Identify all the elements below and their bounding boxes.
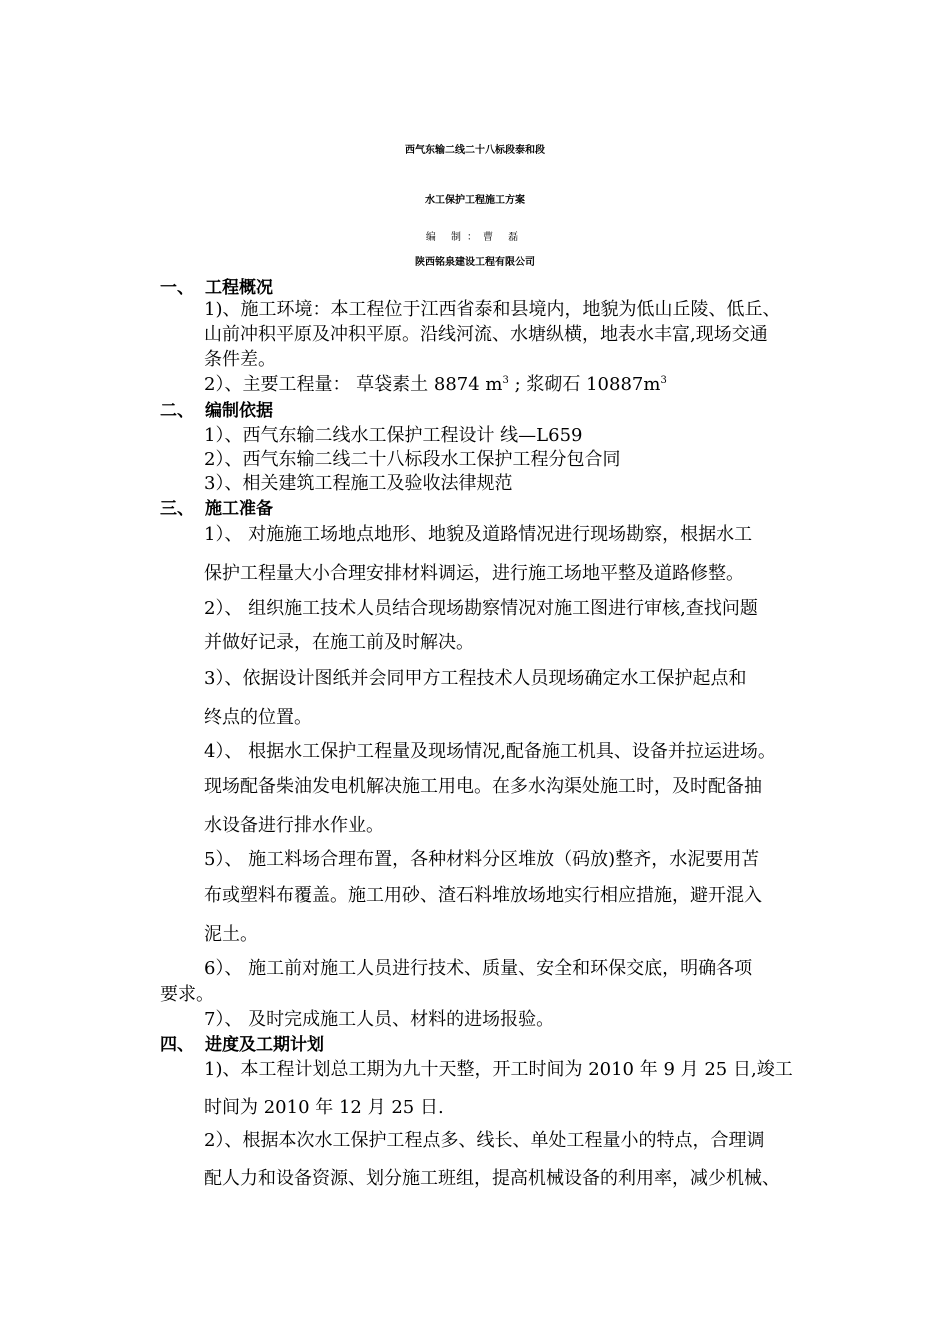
section-3-number: 三、 (160, 499, 194, 519)
document-title-line1: 西气东输二线二十八标段泰和段 (405, 145, 545, 156)
section-1-number: 一、 (160, 278, 194, 298)
section-2-line-3: 3）、相关建筑工程施工及验收法律规范 (204, 473, 513, 494)
section-3-line-8: 现场配备柴油发电机解决施工用电。在多水沟渠处施工时，及时配备抽 (204, 776, 762, 797)
section-2-line-1: 1）、西气东输二线水工保护工程设计 线—L659 (204, 425, 583, 446)
document-title-line2: 水工保护工程施工方案 (425, 195, 525, 206)
section-4-title: 进度及工期计划 (205, 1035, 324, 1055)
section-3-line-3: 2）、 组织施工技术人员结合现场勘察情况对施工图进行审核,查找问题 (204, 598, 758, 619)
quantity-unit-superscript-1: 3 (502, 375, 509, 386)
section-1-line-3: 条件差。 (204, 349, 276, 370)
section-1-line-2: 山前冲积平原及冲积平原。沿线河流、水塘纵横，地表水丰富,现场交通 (204, 324, 768, 345)
section-1-quantity-line (204, 373, 667, 397)
section-4-line-2: 时间为 2010 年 12 月 25 日. (204, 1097, 444, 1118)
section-3-line-5: 3）、依据设计图纸并会同甲方工程技术人员现场确定水工保护起点和 (204, 668, 747, 689)
section-2-number: 二、 (160, 401, 194, 421)
quantity-unit-superscript-2: 3 (660, 375, 667, 386)
section-1-title: 工程概况 (205, 278, 273, 298)
section-3-line-9: 水设备进行排水作业。 (204, 815, 384, 836)
section-3-line-15: 7）、 及时完成施工人员、材料的进场报验。 (204, 1009, 555, 1030)
section-4-line-4: 配人力和设备资源、划分施工班组，提高机械设备的利用率，减少机械、 (204, 1168, 780, 1189)
section-3-title: 施工准备 (205, 499, 273, 519)
section-3-line-6: 终点的位置。 (204, 707, 312, 728)
quantity-text-2: ; 浆砌石 10887m (508, 374, 661, 395)
section-3-line-13: 6）、 施工前对施工人员进行技术、质量、安全和环保交底，明确各项 (204, 958, 753, 979)
section-3-line-14: 要求。 (160, 984, 214, 1005)
section-4-number: 四、 (160, 1035, 194, 1055)
section-3-line-11: 布或塑料布覆盖。施工用砂、渣石料堆放场地实行相应措施，避开混入 (204, 885, 762, 906)
section-3-line-2: 保护工程量大小合理安排材料调运，进行施工场地平整及道路修整。 (204, 563, 744, 584)
quantity-text-1: 2）、主要工程量： 草袋素土 8874 m (204, 374, 503, 395)
section-2-title: 编制依据 (205, 401, 273, 421)
company-name: 陕西铭泉建设工程有限公司 (415, 257, 535, 268)
section-3-line-12: 泥土。 (204, 924, 258, 945)
section-3-line-7: 4）、 根据水工保护工程量及现场情况,配备施工机具、设备并拉运进场。 (204, 741, 776, 762)
section-3-line-10: 5）、 施工料场合理布置，各种材料分区堆放（码放)整齐，水泥要用苫 (204, 849, 760, 870)
section-3-line-1: 1）、 对施施工场地点地形、地貌及道路情况进行现场勘察，根据水工 (204, 524, 753, 545)
document-author: 编 制：曹 磊 (425, 232, 525, 243)
section-1-line-1: 1)、施工环境：本工程位于江西省泰和县境内，地貌为低山丘陵、低丘、 (204, 299, 781, 320)
section-4-line-3: 2）、根据本次水工保护工程点多、线长、单处工程量小的特点，合理调 (204, 1130, 765, 1151)
section-3-line-4: 并做好记录，在施工前及时解决。 (204, 632, 474, 653)
section-2-line-2: 2）、西气东输二线二十八标段水工保护工程分包合同 (204, 449, 621, 470)
section-4-line-1: 1)、本工程计划总工期为九十天整，开工时间为 2010 年 9 月 25 日,竣工 (204, 1059, 793, 1080)
